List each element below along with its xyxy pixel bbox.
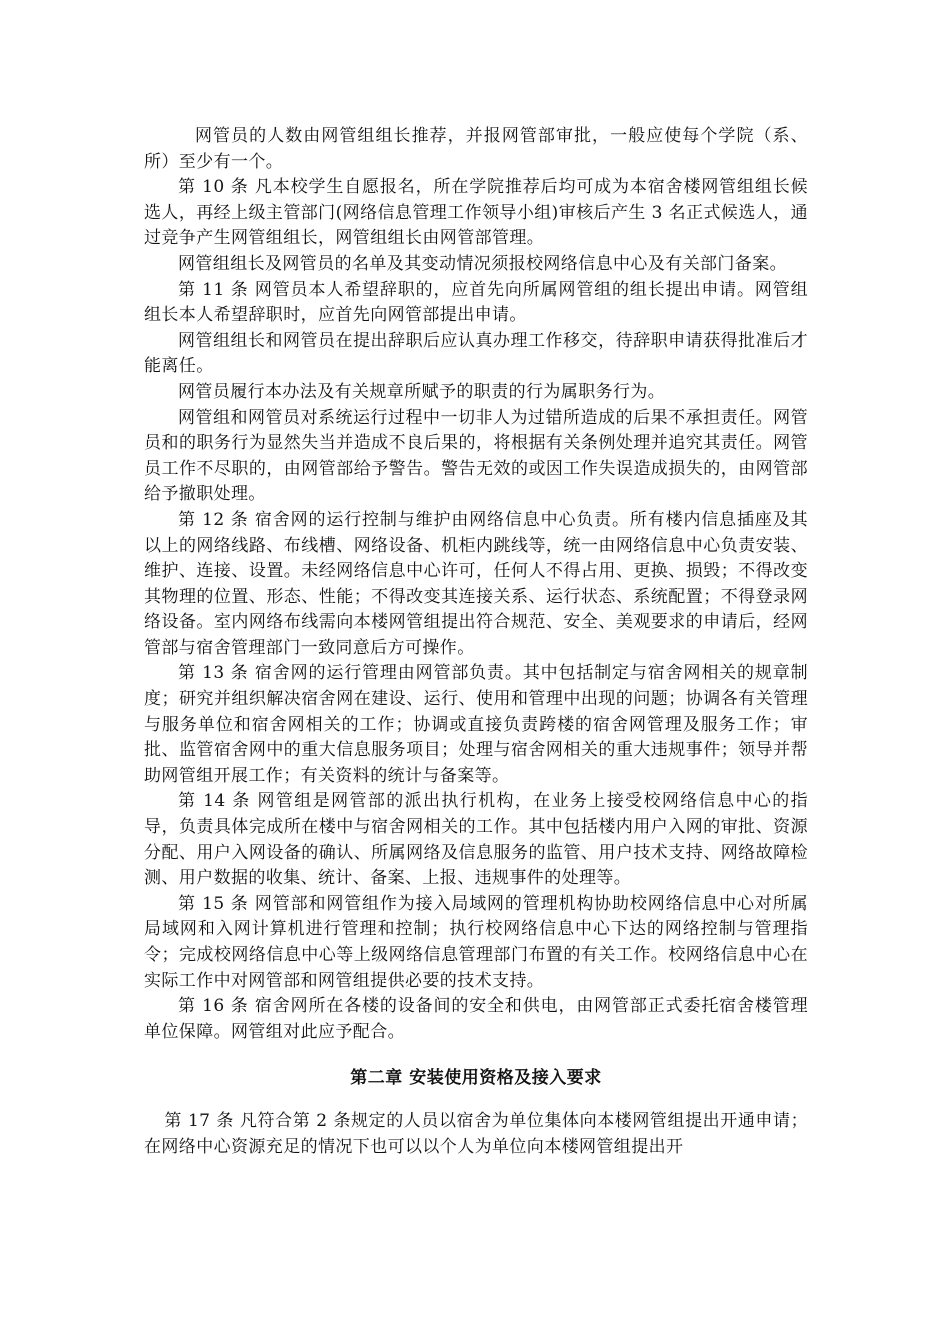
paragraph-article-16: 第 16 条 宿舍网所在各楼的设备间的安全和供电，由网管部正式委托宿舍楼管理单位保障。网管组对此应予配合。	[144, 996, 808, 1042]
chapter-heading: 第二章 安装使用资格及接入要求	[350, 1068, 602, 1089]
paragraph-article-11: 第 11 条 网管员本人希望辞职的，应首先向所属网管组的组长提出申请。网管组组长本人希望辞职时，应首先向网管部提出申请。	[144, 279, 808, 326]
paragraph-article-17: 第 17 条 凡符合第 2 条规定的人员以宿舍为单位集体向本楼网管组提出开通申请；在网络中心资源充足的情况下也可以以个人为单位向本楼网管组提出开	[144, 1111, 808, 1157]
paragraph-article-14: 第 14 条 网管组是网管部的派出执行机构，在业务上接受校网络信息中心的指导，负责具体完成所在楼中与宿舍网相关的工作。其中包括楼内用户入网的审批、资源分配、用户入网设备的确认、所属网络及信息服务的监管、用户技术支持、网络故障检测、用户数据的收集、统计、备案、上报、违规事件的处理等。	[144, 791, 808, 889]
paragraph-duty-acts: 网管员履行本办法及有关规章所赋予的职责的行为属职务行为。	[178, 381, 666, 402]
paragraph-article-10: 第 10 条 凡本校学生自愿报名，所在学院推荐后均可成为本宿舍楼网管组组长候选人，再经上级主管部门(网络信息管理工作领导小组)审核后产生 3 名正式候选人，通过竞争产生网管组组长，网管组组长由网管部管理。	[144, 177, 808, 249]
paragraph-resignation-handover: 网管组组长和网管员在提出辞职后应认真办理工作移交，待辞职申请获得批准后才能离任。	[144, 330, 808, 377]
document-page	[144, 124, 808, 1161]
paragraph-article-15: 第 15 条 网管部和网管组作为接入局域网的管理机构协助校网络信息中心对所属局域网和入网计算机进行管理和控制；执行校网络信息中心下达的网络控制与管理指令；完成校网络信息中心等上级网络信息管理部门布置的有关工作。校网络信息中心在实际工作中对网管部和网管组提供必要的技术支持。	[144, 893, 808, 991]
paragraph-admin-count: 网管员的人数由网管组组长推荐，并报网管部审批，一般应使每个学院（系、所）至少有一个。	[144, 126, 808, 172]
paragraph-article-12: 第 12 条 宿舍网的运行控制与维护由网络信息中心负责。所有楼内信息插座及其以上的网络线路、布线槽、网络设备、机柜内跳线等，统一由网络信息中心负责安装、维护、连接、设置。未经网络信息中心许可，任何人不得占用、更换、损毁；不得改变其物理的位置、形态、性能；不得改变其连接关系、运行状态、系统配置；不得登录网络设备。室内网络布线需向本楼网管组提出符合规范、安全、美观要求的申请后，经网管部与宿舍管理部门一致同意后方可操作。	[144, 509, 808, 658]
paragraph-article-13: 第 13 条 宿舍网的运行管理由网管部负责。其中包括制定与宿舍网相关的规章制度；研究并组织解决宿舍网在建设、运行、使用和管理中出现的问题；协调各有关管理与服务单位和宿舍网相关的工作；协调或直接负责跨楼的宿舍网管理及服务工作；审批、监管宿舍网中的重大信息服务项目；处理与宿舍网相关的重大违规事件；领导并帮助网管组开展工作；有关资料的统计与备案等。	[144, 663, 808, 786]
paragraph-liability: 网管组和网管员对系统运行过程中一切非人为过错所造成的后果不承担责任。网管员和的职务行为显然失当并造成不良后果的，将根据有关条例处理并追究其责任。网管员工作不尽职的，由网管部给予警告。警告无效的或因工作失误造成损失的，由网管部给予撤职处理。	[144, 407, 808, 505]
paragraph-roster-filing: 网管组组长及网管员的名单及其变动情况须报校网络信息中心及有关部门备案。	[178, 253, 787, 274]
